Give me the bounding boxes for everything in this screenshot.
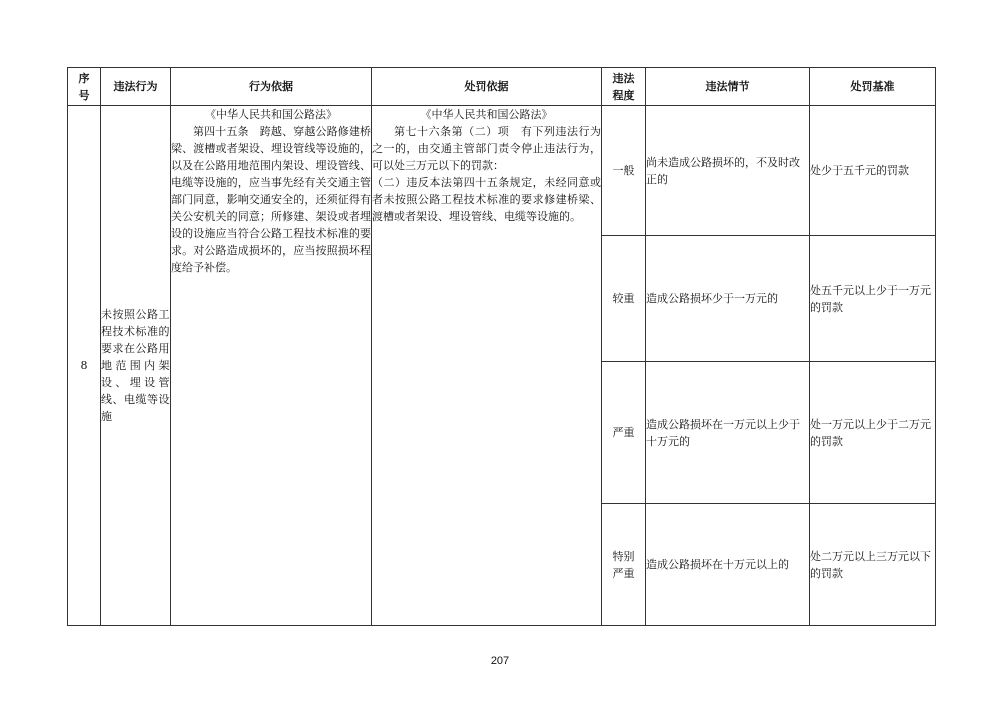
degree-cell: 一般 — [602, 106, 646, 236]
circumstance-cell: 造成公路损坏少于一万元的 — [646, 236, 810, 362]
circumstance-cell: 造成公路损坏在一万元以上少于十万元的 — [646, 362, 810, 504]
circumstance-cell: 造成公路损坏在十万元以上的 — [646, 504, 810, 626]
penalty-article-text: 第七十六条第（二）项 有下列违法行为之一的，由交通主管部门责令停止违法行为，可以处三万元以下的罚款： — [372, 125, 601, 172]
header-penalty-basis: 处罚依据 — [372, 68, 602, 106]
basis-article-text: 第四十五条 跨越、穿越公路修建桥梁、渡槽或者架设、埋设管线等设施的，以及在公路用地范围内架设、埋设管线、电缆等设施的，应当事先经有关交通主管部门同意，影响交通安全的，还须征得有关公安机关的同意；所修建、架设或者埋设的设施应当符合公路工程技术标准的要求。对公路造成损坏的，应当按照损坏程度给予补偿。 — [171, 125, 371, 274]
basis-cell — [171, 106, 372, 626]
penalty-basis-cell — [372, 106, 602, 626]
standard-cell: 处五千元以上少于一万元的罚款 — [810, 236, 936, 362]
page-number: 207 — [490, 655, 510, 667]
header-seq: 序号 — [68, 68, 101, 106]
penalty-item-text: （二）违反本法第四十五条规定，未经同意或者未按照公路工程技术标准的要求修建桥梁、渡槽或者架设、埋设管线、电缆等设施的。 — [372, 176, 601, 223]
circumstance-cell: 尚未造成公路损坏的，不及时改正的 — [646, 106, 810, 236]
penalty-standard-table — [67, 67, 936, 626]
violation-cell: 未按照公路工程技术标准的要求在公路用地范围内架设、埋设管线、电缆等设施 — [101, 106, 171, 626]
degree-cell: 较重 — [602, 236, 646, 362]
row-seq: 8 — [68, 106, 101, 626]
standard-cell: 处一万元以上少于二万元的罚款 — [810, 362, 936, 504]
header-standard: 处罚基准 — [810, 68, 936, 106]
table-row — [68, 106, 936, 236]
degree-cell: 严重 — [602, 362, 646, 504]
standard-cell: 处少于五千元的罚款 — [810, 106, 936, 236]
header-basis: 行为依据 — [171, 68, 372, 106]
header-row — [68, 68, 936, 106]
penalty-law-title: 《中华人民共和国公路法》 — [420, 108, 553, 121]
degree-cell: 特别严重 — [602, 504, 646, 626]
basis-law-title: 《中华人民共和国公路法》 — [205, 108, 337, 121]
standard-cell: 处二万元以上三万元以下的罚款 — [810, 504, 936, 626]
header-violation: 违法行为 — [101, 68, 171, 106]
header-circumstance: 违法情节 — [646, 68, 810, 106]
header-degree: 违法程度 — [602, 68, 646, 106]
